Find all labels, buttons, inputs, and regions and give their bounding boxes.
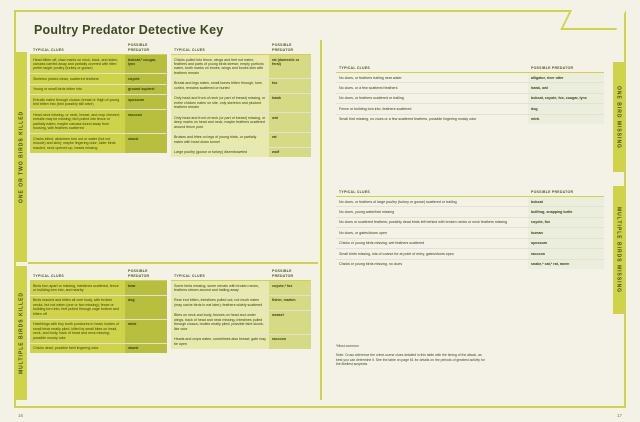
predator-cell: fox xyxy=(269,78,311,93)
predator-cell: skunk xyxy=(125,134,167,153)
table-row xyxy=(30,74,167,84)
clue-cell: Breast and legs eaten, small bones bitten through, toes curled, remains scattered or buried xyxy=(171,78,269,93)
clue-cell: Bruises and bites on legs of young birds, or partially eaten with head down tunnel xyxy=(171,132,269,147)
table-row xyxy=(30,110,167,134)
predator-cell: wolf xyxy=(269,147,311,157)
clue-cell: Chicks or young birds missing, no clues xyxy=(336,259,528,269)
clue-cell: Head bitten off, claw marks on neck, back, and sides; carcass carried away and partially covered with litter; prefer larger poultry (turkey or goose) xyxy=(30,55,125,74)
footnote-body: Note: Cross-reference the crime-scene clues detailed in this table with the timing of the attack, as best you can determine it. See the table on page 61 for details on the periods of greatest activity for the likeliest suspects. xyxy=(336,352,485,367)
clue-cell: No clues, young waterfowl missing xyxy=(336,207,528,217)
col-header-possible-predator: POSSIBLE PREDATOR xyxy=(269,266,311,281)
clue-cell: Entrails eaten through cloaca; breast or thigh of young bird bitten into (bird possibly still alive) xyxy=(30,95,125,110)
section-label-one-bird-missing: ONE BIRD MISSING xyxy=(613,62,624,172)
col-header-possible-predator: POSSIBLE PREDATOR xyxy=(125,40,167,55)
predator-cell: bobcat,* cougar, lynx xyxy=(125,55,167,74)
table-row xyxy=(336,217,604,227)
table-row xyxy=(30,295,167,319)
center-spine xyxy=(320,40,322,400)
page-number-right: 17 xyxy=(616,413,622,418)
predator-cell: opossum xyxy=(528,238,604,248)
predator-cell: mink xyxy=(125,319,167,343)
col-header-possible-predator: POSSIBLE PREDATOR xyxy=(269,40,311,55)
table-row xyxy=(171,113,311,132)
page-title: Poultry Predator Detective Key xyxy=(34,23,224,37)
predator-cell: bullfrog, snapping turtle xyxy=(528,207,604,217)
predator-cell: coyote,* fox xyxy=(269,281,311,296)
predator-cell: opossum xyxy=(125,95,167,110)
clue-cell: Heads and crops eaten, sometimes also breast; gate may be open xyxy=(171,334,269,348)
clue-cell: Small bird missing, no clues or a few scattered feathers, possible lingering musky odor xyxy=(336,114,528,124)
clue-cell: No clues, or feathers scattered or trailing xyxy=(336,93,528,103)
predator-cell: ground squirrel xyxy=(125,84,167,94)
col-header-typical-clues: TYPICAL CLUES xyxy=(171,40,269,55)
col-header-typical-clues: TYPICAL CLUES xyxy=(171,266,269,281)
section-label-one-or-two-birds-killed: ONE OR TWO BIRDS KILLED xyxy=(16,52,27,262)
clue-cell: No clues, or gates/doors open xyxy=(336,228,528,238)
predator-cell: raccoon xyxy=(528,249,604,259)
col-header-typical-clues: TYPICAL CLUES xyxy=(30,40,125,55)
predator-cell: owl xyxy=(269,113,311,132)
predator-cell: coyote xyxy=(125,74,167,84)
clue-cell: Rear end bitten, intestines pulled out; not much eaten (may cache birds to eat later); feathers widely scattered xyxy=(171,295,269,310)
predator-cell: dog xyxy=(528,104,604,114)
predator-cell: raccoon xyxy=(125,110,167,134)
page-number-left: 16 xyxy=(18,413,24,418)
table-row xyxy=(30,84,167,94)
predator-cell: coyote, fox xyxy=(528,217,604,227)
predator-cell: snake,* cat,* rat, raven xyxy=(528,259,604,269)
table-row xyxy=(30,281,167,296)
clue-cell: Chicks or young birds missing, wet feathers scattered xyxy=(336,238,528,248)
clue-cell: Young or small birds bitten into xyxy=(30,84,125,94)
clue-cell: Birds torn apart or missing, intestines scattered, fence or building torn into, and nearby xyxy=(30,281,125,296)
table-multiple-birds-missing xyxy=(336,182,604,269)
predator-cell: weasel xyxy=(269,310,311,334)
table-row xyxy=(336,197,604,207)
table-row xyxy=(30,95,167,110)
table-row xyxy=(171,281,311,296)
table-row xyxy=(336,93,604,103)
clue-cell: Hatchlings with tiny tooth punctures in head; bodies of small birds neatly piled, killed by small bites on head, neck, and body; back of head and neck missing; possible musky odor xyxy=(30,319,125,343)
left-section-divider xyxy=(28,262,318,264)
table-row xyxy=(30,319,167,343)
predator-cell: raccoon xyxy=(269,334,311,348)
col-header-possible-predator: POSSIBLE PREDATOR xyxy=(528,182,604,197)
table-row xyxy=(171,295,311,310)
clue-cell: Skeleton picked clean, scattered feathers xyxy=(30,74,125,84)
table-row xyxy=(336,249,604,259)
table-row xyxy=(336,207,604,217)
table-row xyxy=(336,228,604,238)
clue-cell: Birds mauled and bitten all over body, with broken necks, but not eaten (one or two missing); fence or building torn into; feet pulled through cage bottom and bitten off xyxy=(30,295,125,319)
table-multiple-killed-b xyxy=(171,266,311,349)
table-multiple-killed-a xyxy=(30,266,167,353)
table-row xyxy=(336,104,604,114)
predator-cell: mink xyxy=(528,114,604,124)
table-row xyxy=(171,334,311,348)
col-header-typical-clues: TYPICAL CLUES xyxy=(30,266,125,281)
table-row xyxy=(336,114,604,124)
table-row xyxy=(171,78,311,93)
predator-cell: alligator, river otter xyxy=(528,73,604,83)
clue-cell: No clues, or a few scattered feathers xyxy=(336,83,528,93)
clue-cell: Fence or building torn into, feathers scattered xyxy=(336,104,528,114)
section-label-multiple-birds-killed: MULTIPLE BIRDS KILLED xyxy=(16,266,27,400)
predator-cell: fisher, marten xyxy=(269,295,311,310)
footnote xyxy=(336,344,486,367)
clue-cell: Chicks pulled into fence, wings and feet not eaten; feathers and parts of young birds strewn; empty portions eaten, tooth marks on bones, wings and bones skin with feathers remain xyxy=(171,55,269,79)
col-header-possible-predator: POSSIBLE PREDATOR xyxy=(528,58,604,73)
table-row xyxy=(336,259,604,269)
clue-cell: No clues or scattered feathers; possibly dead birds left behind with broken necks or neck feathers missing xyxy=(336,217,528,227)
predator-cell: hawk, owl xyxy=(528,83,604,93)
table-row xyxy=(30,343,167,353)
predator-cell: hawk xyxy=(269,93,311,112)
table-one-two-killed-a xyxy=(30,40,167,153)
predator-cell: dog xyxy=(125,295,167,319)
table-row xyxy=(30,55,167,74)
table-row xyxy=(171,132,311,147)
predator-cell: bear xyxy=(125,281,167,296)
predator-cell: human xyxy=(528,228,604,238)
table-row xyxy=(171,310,311,334)
table-row xyxy=(171,147,311,157)
clue-cell: Only head and front of neck (or part of breast) missing, or entire chicken eaten on site, only skeleton and plucked feathers remain xyxy=(171,93,269,112)
clue-cell: No clues, or feathers trailing near water xyxy=(336,73,528,83)
clue-cell: No clues, or feathers of large poultry (turkey or goose) scattered or trailing xyxy=(336,197,528,207)
clue-cell: Head-neck missing, or neck, breast, and crop chewed; entrails may be missing; bird pulled into fence or partially eaten; maybe carcass found away from housing, with feathers scattered xyxy=(30,110,125,134)
clue-cell: Only head and front of neck (or part of breast) missing, or deep marks on head and neck; maybe feathers scattered around fence post xyxy=(171,113,269,132)
table-row xyxy=(30,134,167,153)
clue-cell: Bites on neck and body, bruises on head and under wings, back of head and neck missing, intestines pulled through cloaca, bodies neatly piled; possible faint skunk-like odor xyxy=(171,310,269,334)
col-header-typical-clues: TYPICAL CLUES xyxy=(336,58,528,73)
footnote-title: *Most common xyxy=(336,344,359,348)
table-row xyxy=(171,93,311,112)
predator-cell: rat xyxy=(269,132,311,147)
clue-cell: Large poultry (goose or turkey) disemboweled xyxy=(171,147,269,157)
col-header-possible-predator: POSSIBLE PREDATOR xyxy=(125,266,167,281)
table-row xyxy=(336,83,604,93)
clue-cell: Some birds missing, some remain with broken necks, feathers strewn around and trailing away xyxy=(171,281,269,296)
section-label-multiple-birds-missing: MULTIPLE BIRDS MISSING xyxy=(613,186,624,314)
table-one-two-killed-b xyxy=(171,40,311,157)
clue-cell: Chicks dead, possible faint lingering odor xyxy=(30,343,125,353)
table-row xyxy=(171,55,311,79)
table-row xyxy=(336,73,604,83)
predator-cell: bobcat xyxy=(528,197,604,207)
predator-cell: bobcat, coyote, fox, cougar, lynx xyxy=(528,93,604,103)
clue-cell: Chicks killed, abdomen torn out or water (but not muscle) and skin); maybe lingering odor; older birds mauled, neck opened up, heads missing xyxy=(30,134,125,153)
predator-cell: rat (domestic or feral) xyxy=(269,55,311,79)
predator-cell: skunk xyxy=(125,343,167,353)
table-one-bird-missing xyxy=(336,58,604,124)
table-row xyxy=(336,238,604,248)
corner-notch xyxy=(560,10,626,30)
clue-cell: Small birds missing, lots of coarse fur at point of entry, gates/doors open xyxy=(336,249,528,259)
col-header-typical-clues: TYPICAL CLUES xyxy=(336,182,528,197)
